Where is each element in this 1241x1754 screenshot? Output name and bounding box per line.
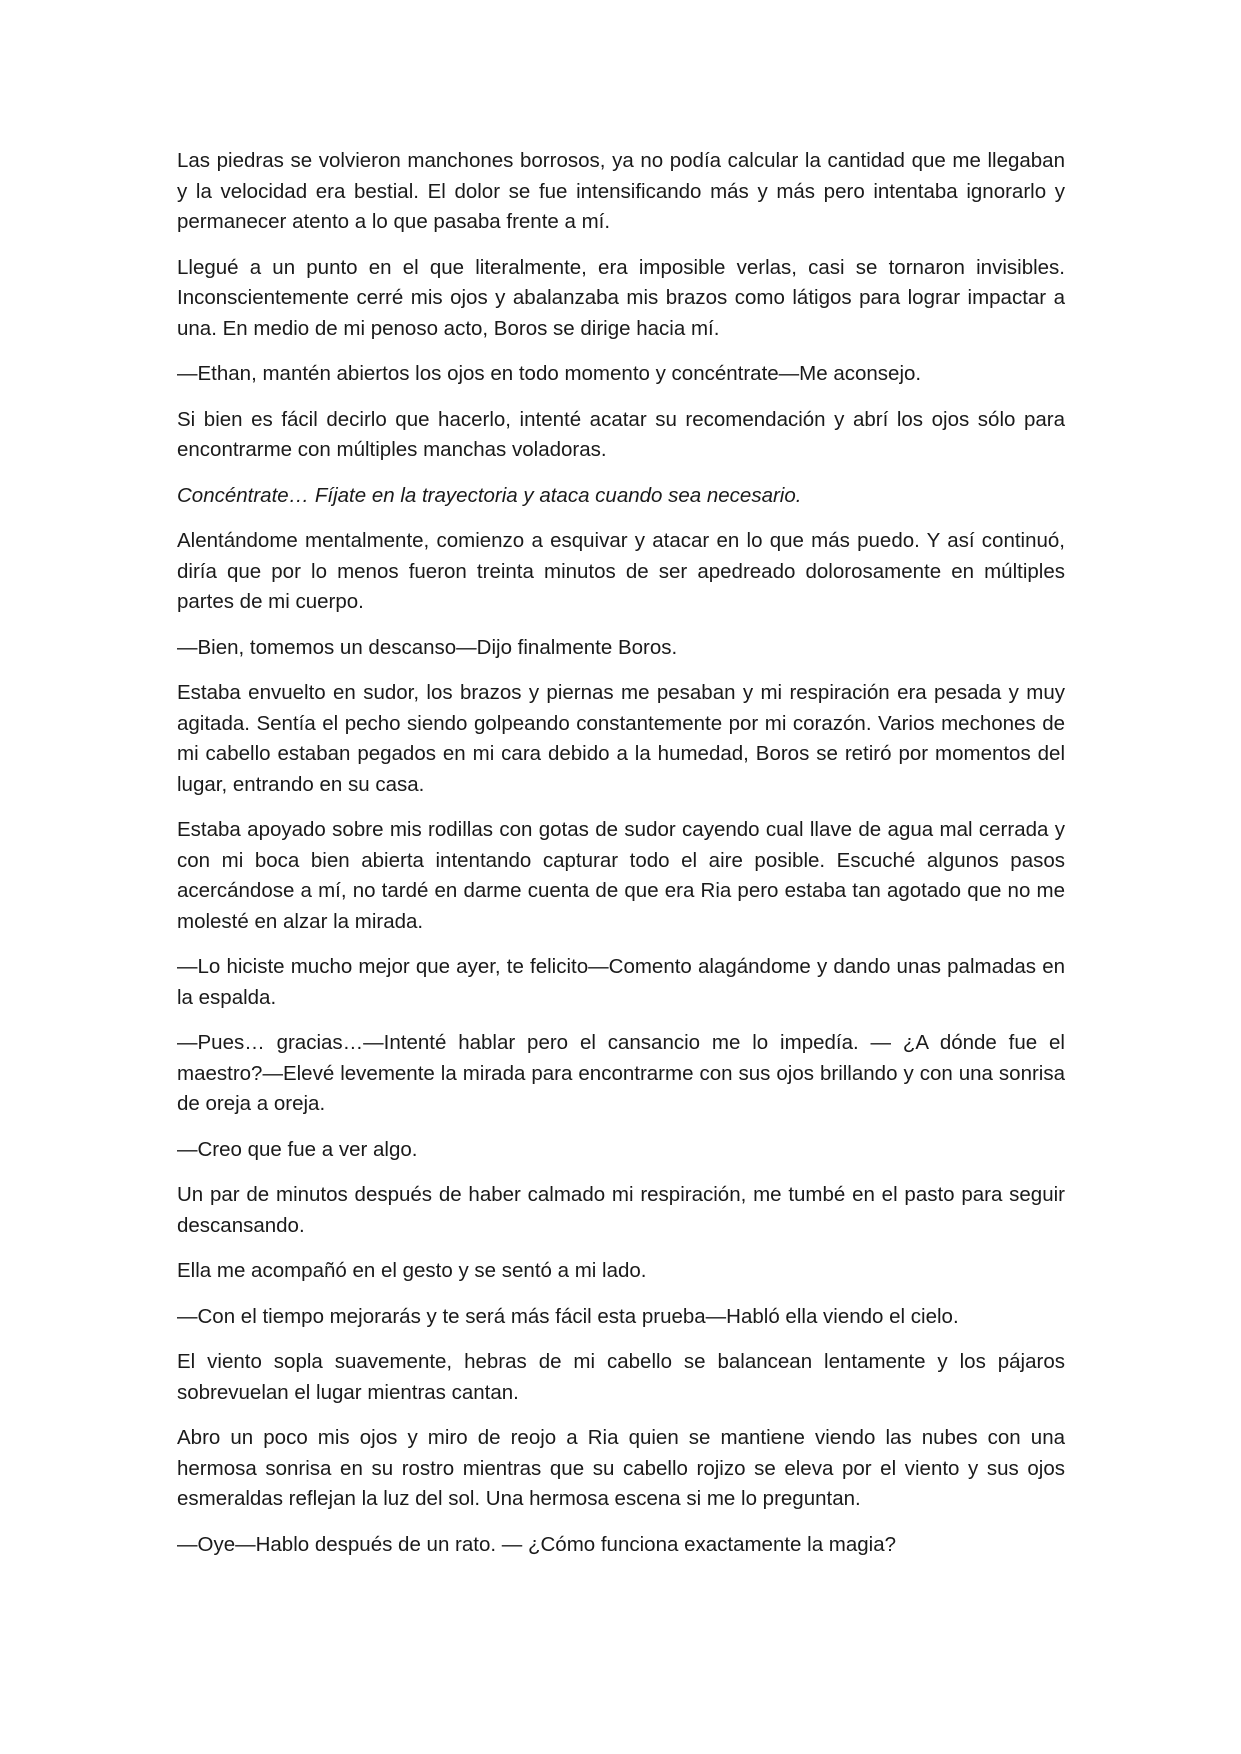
paragraph: Estaba apoyado sobre mis rodillas con gotas de sudor cayendo cual llave de agua mal cerrada y con mi boca bien abierta intentando capturar todo el aire posible. Escuché algunos pasos acercándose a mí, no tardé en darme cuenta de que era Ria pero estaba tan agotado que no me molesté en alzar la mirada. [177, 818, 1065, 933]
italic-thought: Concéntrate… Fíjate en la trayectoria y ataca cuando sea necesario. [177, 483, 802, 507]
paragraph: Si bien es fácil decirlo que hacerlo, intenté acatar su recomendación y abrí los ojos sólo para encontrarme con múltiples manchas voladoras. [177, 407, 1065, 461]
dialogue-line: —Pues… gracias…—Intenté hablar pero el cansancio me lo impedía. — ¿A dónde fue el maestro?—Elevé levemente la mirada para encontrarme con sus ojos brillando y con una sonrisa de oreja a oreja. [177, 1031, 1065, 1115]
dialogue-line: —Bien, tomemos un descanso—Dijo finalmente Boros. [177, 635, 678, 659]
paragraph: Alentándome mentalmente, comienzo a esquivar y atacar en lo que más puedo. Y así continuó, diría que por lo menos fueron treinta minutos de ser apedreado dolorosamente en múltiples partes de mi cuerpo. [177, 529, 1065, 613]
document-page [177, 146, 1065, 1575]
paragraph: Abro un poco mis ojos y miro de reojo a Ria quien se mantiene viendo las nubes con una hermosa sonrisa en su rostro mientras que su cabello rojizo se eleva por el viento y sus ojos esmeraldas reflejan la luz del sol. Una hermosa escena si me lo preguntan. [177, 1426, 1065, 1510]
paragraph: Estaba envuelto en sudor, los brazos y piernas me pesaban y mi respiración era pesada y muy agitada. Sentía el pecho siendo golpeando constantemente por mi corazón. Varios mechones de mi cabello estaban pegados en mi cara debido a la humedad, Boros se retiró por momentos del lugar, entrando en su casa. [177, 681, 1065, 796]
paragraph: Las piedras se volvieron manchones borrosos, ya no podía calcular la cantidad que me llegaban y la velocidad era bestial. El dolor se fue intensificando más y más pero intentaba ignorarlo y permanecer atento a lo que pasaba frente a mí. [177, 149, 1065, 233]
dialogue-line: —Con el tiempo mejorarás y te será más fácil esta prueba—Habló ella viendo el cielo. [177, 1304, 959, 1328]
paragraph: Un par de minutos después de haber calmado mi respiración, me tumbé en el pasto para seguir descansando. [177, 1183, 1065, 1237]
paragraph: Ella me acompañó en el gesto y se sentó a mi lado. [177, 1259, 647, 1282]
paragraph: Llegué a un punto en el que literalmente, era imposible verlas, casi se tornaron invisibles. Inconscientemente cerré mis ojos y abalanzaba mis brazos como látigos para lograr impactar a una. En medio de mi penoso acto, Boros se dirige hacia mí. [177, 255, 1065, 340]
dialogue-line: —Lo hiciste mucho mejor que ayer, te felicito—Comento alagándome y dando unas palmadas en la espalda. [177, 955, 1065, 1009]
paragraph: El viento sopla suavemente, hebras de mi cabello se balancean lentamente y los pájaros sobrevuelan el lugar mientras cantan. [177, 1350, 1065, 1404]
dialogue-line: —Oye—Hablo después de un rato. — ¿Cómo funciona exactamente la magia? [177, 1532, 897, 1556]
dialogue-line: —Ethan, mantén abiertos los ojos en todo momento y concéntrate—Me aconsejo. [177, 362, 922, 385]
dialogue-line: —Creo que fue a ver algo. [177, 1137, 418, 1161]
